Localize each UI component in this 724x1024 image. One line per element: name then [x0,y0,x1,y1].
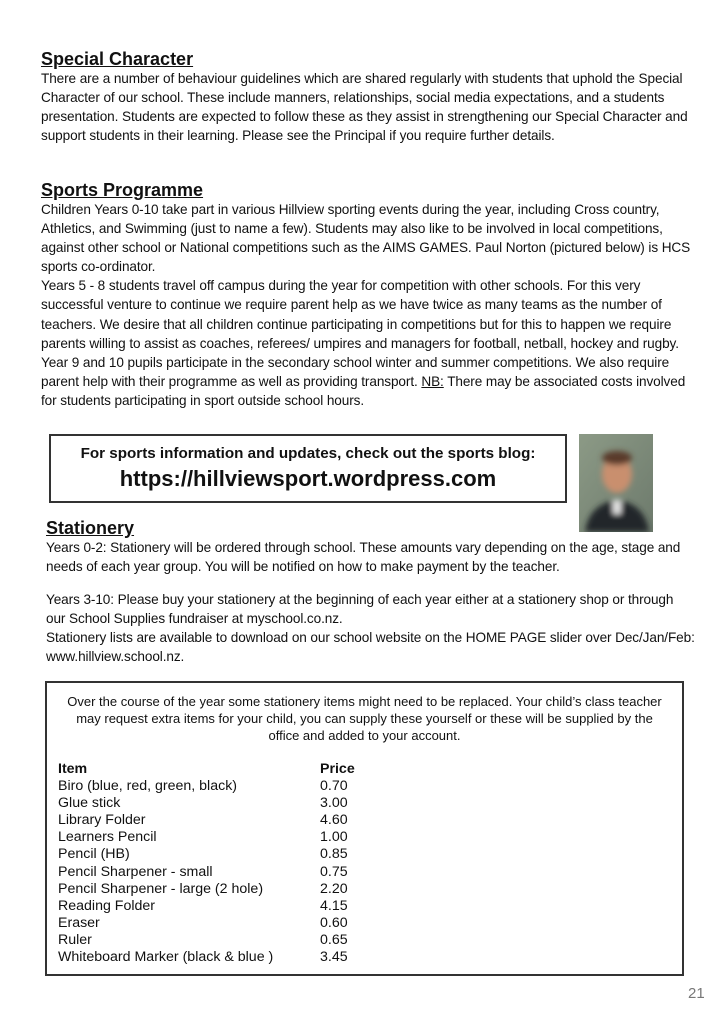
item-name: Pencil Sharpener - small [58,863,213,880]
special-character-section [41,49,691,145]
price-table-row [58,881,380,898]
price-table-row [58,949,380,966]
item-name: Whiteboard Marker (black & blue ) [58,949,274,966]
page-number: 21 [688,985,705,1002]
nb-label: NB: [421,373,444,389]
item-price: 0.65 [320,931,348,948]
item-price: 1.00 [320,829,348,846]
sports-paragraph-3-start: Year 9 and 10 pupils participate in the secondary school winter and summer competitions. We also require parent help with their programme as well as providing transport. [41,354,670,389]
sports-paragraph-2: Years 5 - 8 students travel off campus during the year for competition with other schools. For this very successful venture to continue we require parent help as we have twice as many teams as the number of teachers. We desire that all children continue participating in competitions but for this to happen we require parents willing to assist as coaches, referees/ umpires and managers for football, netball, hockey and rugby. [41,278,679,351]
price-table-row [58,846,380,863]
price-table-row [58,778,380,795]
supplies-price-box [45,681,684,976]
stationery-heading: Stationery [46,518,135,538]
stationery-paragraph-2: Years 3-10: Please buy your stationery at the beginning of each year either at a stationery shop or through our School Supplies fundraiser at myschool.co.nz. [46,592,674,627]
special-character-text: There are a number of behaviour guidelines which are shared regularly with students that uphold the Special Character of our school. These include manners, relationships, social media expectations, and a students presentation. Students are expected to follow these as they assist in strengthening our Special Character and support students in their learning. Please see the Principal if you require further details. [41,71,688,144]
price-table-row [58,795,380,812]
item-column-header: Item [58,761,88,777]
item-price: 3.45 [320,949,348,966]
item-name: Glue stick [58,795,121,812]
item-name: Reading Folder [58,897,156,914]
sports-programme-heading: Sports Programme [41,180,204,200]
item-name: Biro (blue, red, green, black) [58,778,238,795]
price-column-header: Price [320,761,355,777]
item-price: 4.15 [320,897,348,914]
item-price: 0.85 [320,846,348,863]
supplies-note: Over the course of the year some stationery items might need to be replaced. Your child’s class teacher may request extra items for your child, you can supply these yourself or these will be supplied by the office and added to your account. [67,694,662,743]
stationery-section [46,518,696,667]
stationery-paragraph-1: Years 0-2: Stationery will be ordered through school. These amounts vary depending on the age, stage and needs of each year group. You will be notified on how to make payment by the teacher. [46,540,681,575]
sports-paragraph-3 [41,353,691,410]
price-table-row [58,932,380,949]
price-table-row [58,898,380,915]
sports-paragraph-1: Children Years 0-10 take part in various Hillview sporting events during the year, including Cross country, Athletics, and Swimming (just to name a few). Students may also like to be involved in local competitions, against other school or National competitions such as the AIMS GAMES. Paul Norton (pictured below) is HCS sports co-ordinator. [41,202,691,275]
sports-programme-section [41,180,691,410]
item-price: 4.60 [320,812,348,829]
item-price: 2.20 [320,880,348,897]
special-character-heading: Special Character [41,49,194,69]
price-table-header [58,761,380,778]
price-table-row [58,829,380,846]
item-name: Eraser [58,914,100,931]
sports-blog-box [49,434,567,503]
price-table-row [58,864,380,881]
item-name: Pencil (HB) [58,846,130,863]
item-price: 0.70 [320,778,348,795]
item-name: Pencil Sharpener - large (2 hole) [58,880,264,897]
stationery-paragraph-3: Stationery lists are available to download on our school website on the HOME PAGE slider over Dec/Jan/Feb: www.hillview.school.nz. [46,630,695,665]
sports-paragraph-3-end: There may be associated costs involved for students participating in sport outside school hours. [41,373,686,408]
price-table-row [58,812,380,829]
item-price: 0.60 [320,914,348,931]
price-table-row [58,915,380,932]
item-price: 3.00 [320,795,348,812]
item-name: Learners Pencil [58,829,157,846]
sports-blog-link[interactable]: https://hillviewsport.wordpress.com [119,466,497,491]
price-table [58,761,380,966]
sports-blog-title: For sports information and updates, check out the sports blog: [80,445,536,462]
item-name: Library Folder [58,812,146,829]
item-name: Ruler [58,931,92,948]
item-price: 0.75 [320,863,348,880]
